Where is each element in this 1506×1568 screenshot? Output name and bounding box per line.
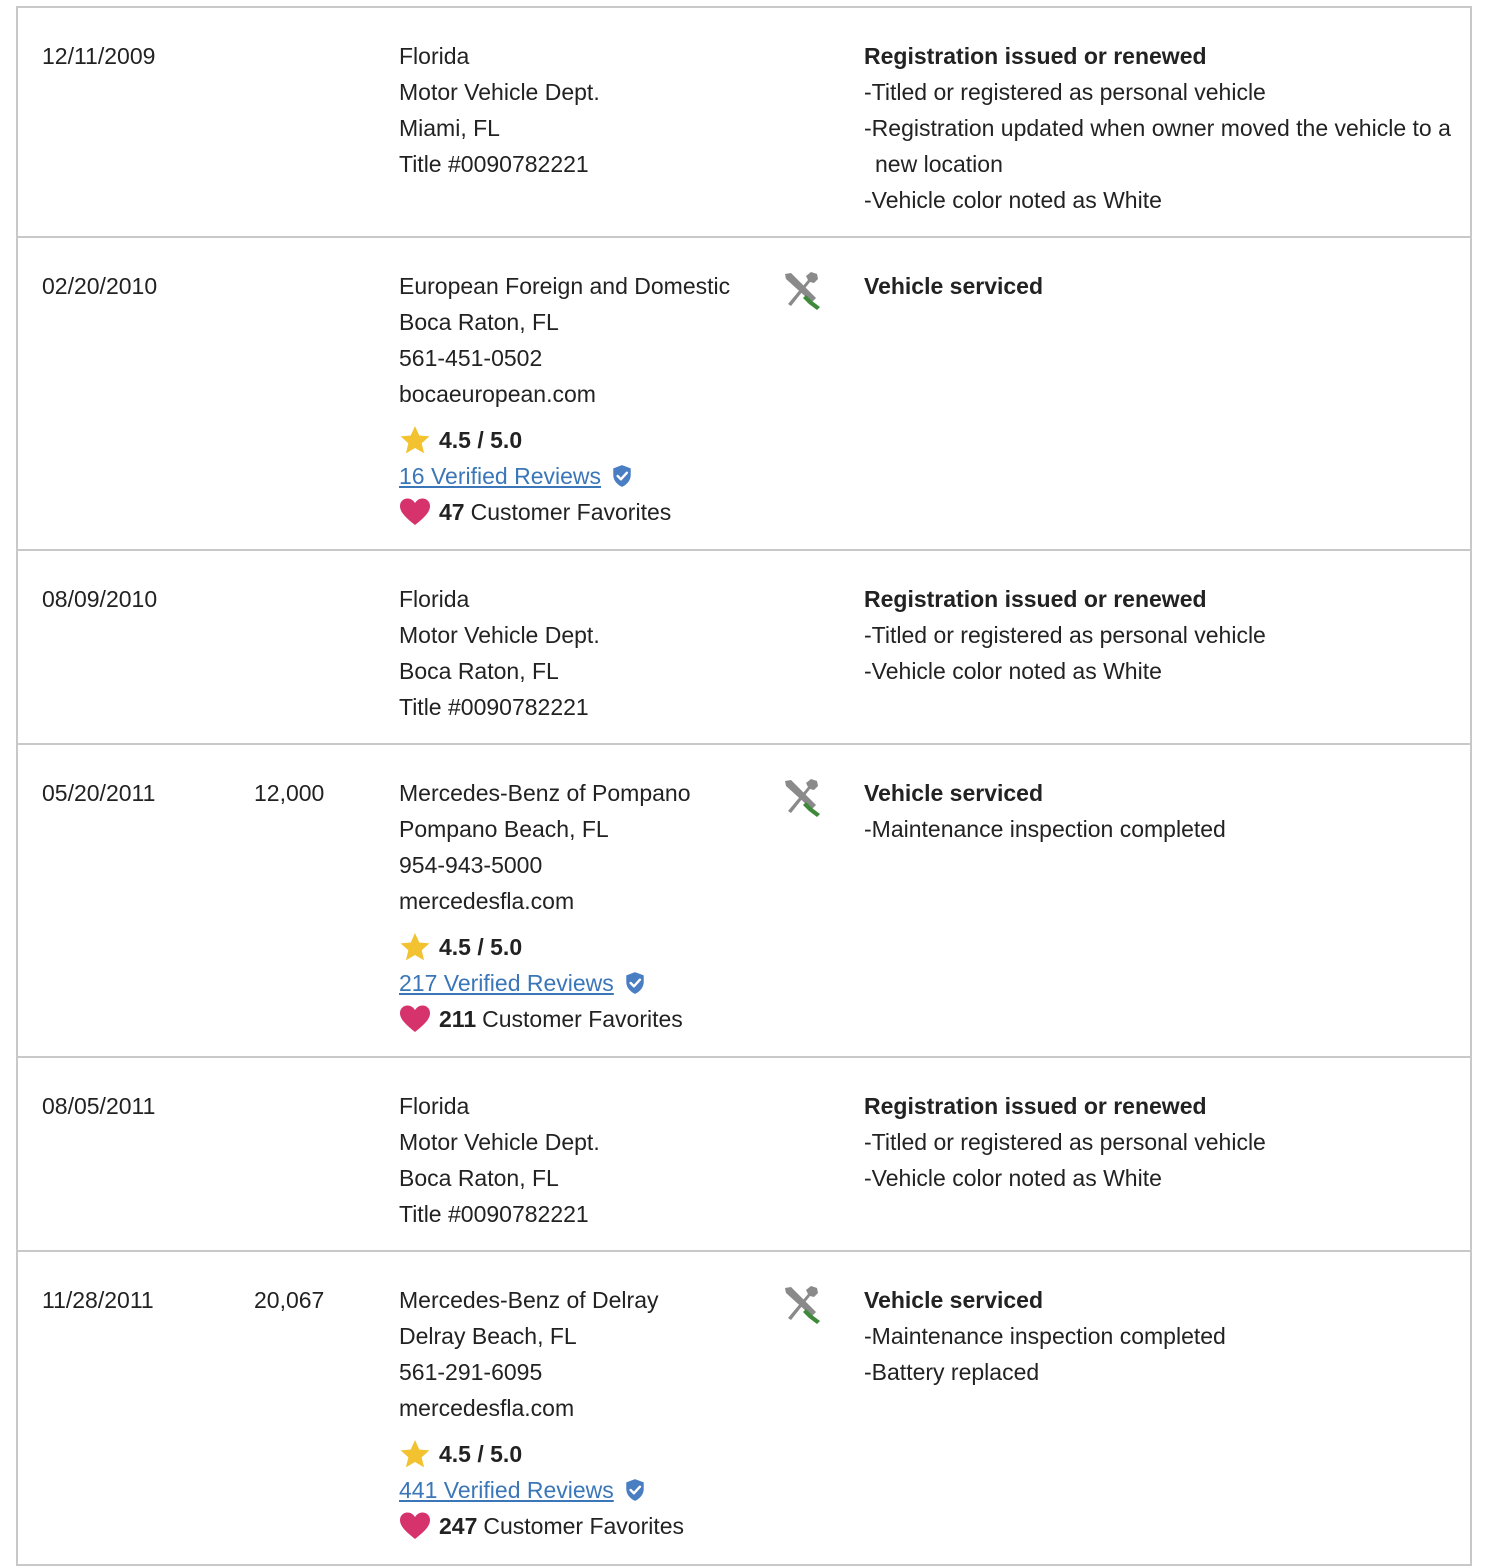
date-cell: 11/28/2011 [42, 1287, 154, 1313]
history-row [18, 745, 1470, 1058]
mileage-cell: 12,000 [254, 780, 325, 806]
details-cell [864, 775, 1454, 847]
event-title: Vehicle serviced [864, 1287, 1044, 1313]
reviews-line [399, 965, 769, 1001]
rating-value: 4.5 / 5.0 [439, 1441, 523, 1467]
details-cell [864, 268, 1454, 304]
event-detail: - Maintenance inspection completed [864, 1318, 1454, 1354]
rating-line [399, 422, 769, 458]
event-detail: - Vehicle color noted as White [864, 1160, 1454, 1196]
source-cell [399, 581, 769, 725]
vehicle-history-table [16, 6, 1472, 1566]
source-location: Boca Raton, FL [399, 658, 559, 684]
star-icon [399, 424, 431, 456]
event-title: Registration issued or renewed [864, 1093, 1207, 1119]
rating-block [399, 422, 769, 530]
event-detail: - Battery replaced [864, 1354, 1454, 1390]
source-name: Florida [399, 1093, 470, 1119]
source-dept: Motor Vehicle Dept. [399, 1129, 600, 1155]
source-website: mercedesfla.com [399, 888, 575, 914]
reviews-line [399, 1472, 769, 1508]
history-row [18, 1252, 1470, 1566]
rating-block [399, 929, 769, 1037]
source-location: Miami, FL [399, 115, 500, 141]
heart-icon [399, 1004, 431, 1034]
verified-shield-icon [624, 971, 646, 995]
favorites-line [399, 1001, 769, 1037]
source-cell [399, 38, 769, 182]
verified-reviews-link[interactable]: 16 Verified Reviews [399, 463, 601, 489]
date-cell: 08/05/2011 [42, 1093, 156, 1119]
source-title-number: Title #0090782221 [399, 694, 589, 720]
rating-line [399, 1436, 769, 1472]
date-cell: 02/20/2010 [42, 273, 158, 299]
verified-reviews-link[interactable]: 217 Verified Reviews [399, 970, 614, 996]
event-detail: - Registration updated when owner moved the vehicle to a new location [864, 110, 1454, 182]
verified-shield-icon [611, 464, 633, 488]
history-row [18, 551, 1470, 745]
verified-reviews-link[interactable]: 441 Verified Reviews [399, 1477, 614, 1503]
heart-icon [399, 1511, 431, 1541]
service-tools-icon [780, 268, 822, 310]
service-tools-icon [780, 775, 822, 817]
details-cell [864, 1088, 1454, 1196]
date-cell: 05/20/2011 [42, 780, 156, 806]
source-title-number: Title #0090782221 [399, 151, 589, 177]
heart-icon [399, 497, 431, 527]
source-cell [399, 1088, 769, 1232]
source-location: Boca Raton, FL [399, 1165, 559, 1191]
source-website: mercedesfla.com [399, 1395, 575, 1421]
favorites-line [399, 494, 769, 530]
mileage-cell: 20,067 [254, 1287, 325, 1313]
favorites-label: Customer Favorites [482, 1006, 683, 1032]
source-location: Delray Beach, FL [399, 1323, 577, 1349]
event-detail: - Maintenance inspection completed [864, 811, 1454, 847]
source-dept: Motor Vehicle Dept. [399, 622, 600, 648]
source-name: Mercedes-Benz of Pompano [399, 780, 691, 806]
source-cell [399, 775, 769, 1037]
source-name: European Foreign and Domestic [399, 273, 731, 299]
source-cell [399, 1282, 769, 1544]
favorites-count: 211 [439, 1006, 477, 1032]
details-cell [864, 1282, 1454, 1390]
event-title: Vehicle serviced [864, 780, 1044, 806]
source-phone: 954-943-5000 [399, 852, 543, 878]
source-location: Pompano Beach, FL [399, 816, 609, 842]
source-name: Mercedes-Benz of Delray [399, 1287, 659, 1313]
date-cell: 08/09/2010 [42, 586, 158, 612]
history-row [18, 8, 1470, 238]
event-detail: - Titled or registered as personal vehicle [864, 1124, 1454, 1160]
event-detail: - Titled or registered as personal vehicle [864, 74, 1454, 110]
star-icon [399, 931, 431, 963]
event-title: Registration issued or renewed [864, 43, 1207, 69]
rating-value: 4.5 / 5.0 [439, 427, 523, 453]
details-cell [864, 38, 1454, 218]
favorites-line [399, 1508, 769, 1544]
rating-block [399, 1436, 769, 1544]
event-title: Vehicle serviced [864, 273, 1044, 299]
service-tools-icon [780, 1282, 822, 1324]
history-row [18, 1058, 1470, 1252]
source-phone: 561-291-6095 [399, 1359, 543, 1385]
rating-line [399, 929, 769, 965]
favorites-count: 247 [439, 1513, 478, 1539]
source-dept: Motor Vehicle Dept. [399, 79, 600, 105]
date-cell: 12/11/2009 [42, 43, 156, 69]
event-detail: - Vehicle color noted as White [864, 182, 1454, 218]
reviews-line [399, 458, 769, 494]
details-cell [864, 581, 1454, 689]
rating-value: 4.5 / 5.0 [439, 934, 523, 960]
source-name: Florida [399, 43, 470, 69]
favorites-label: Customer Favorites [470, 499, 672, 525]
favorites-label: Customer Favorites [483, 1513, 685, 1539]
source-location: Boca Raton, FL [399, 309, 559, 335]
history-row [18, 238, 1470, 551]
source-name: Florida [399, 586, 470, 612]
source-website: bocaeuropean.com [399, 381, 596, 407]
event-detail: - Titled or registered as personal vehicle [864, 617, 1454, 653]
event-detail: - Vehicle color noted as White [864, 653, 1454, 689]
verified-shield-icon [624, 1478, 646, 1502]
source-cell [399, 268, 769, 530]
favorites-count: 47 [439, 499, 465, 525]
source-phone: 561-451-0502 [399, 345, 543, 371]
star-icon [399, 1438, 431, 1470]
source-title-number: Title #0090782221 [399, 1201, 589, 1227]
event-title: Registration issued or renewed [864, 586, 1207, 612]
